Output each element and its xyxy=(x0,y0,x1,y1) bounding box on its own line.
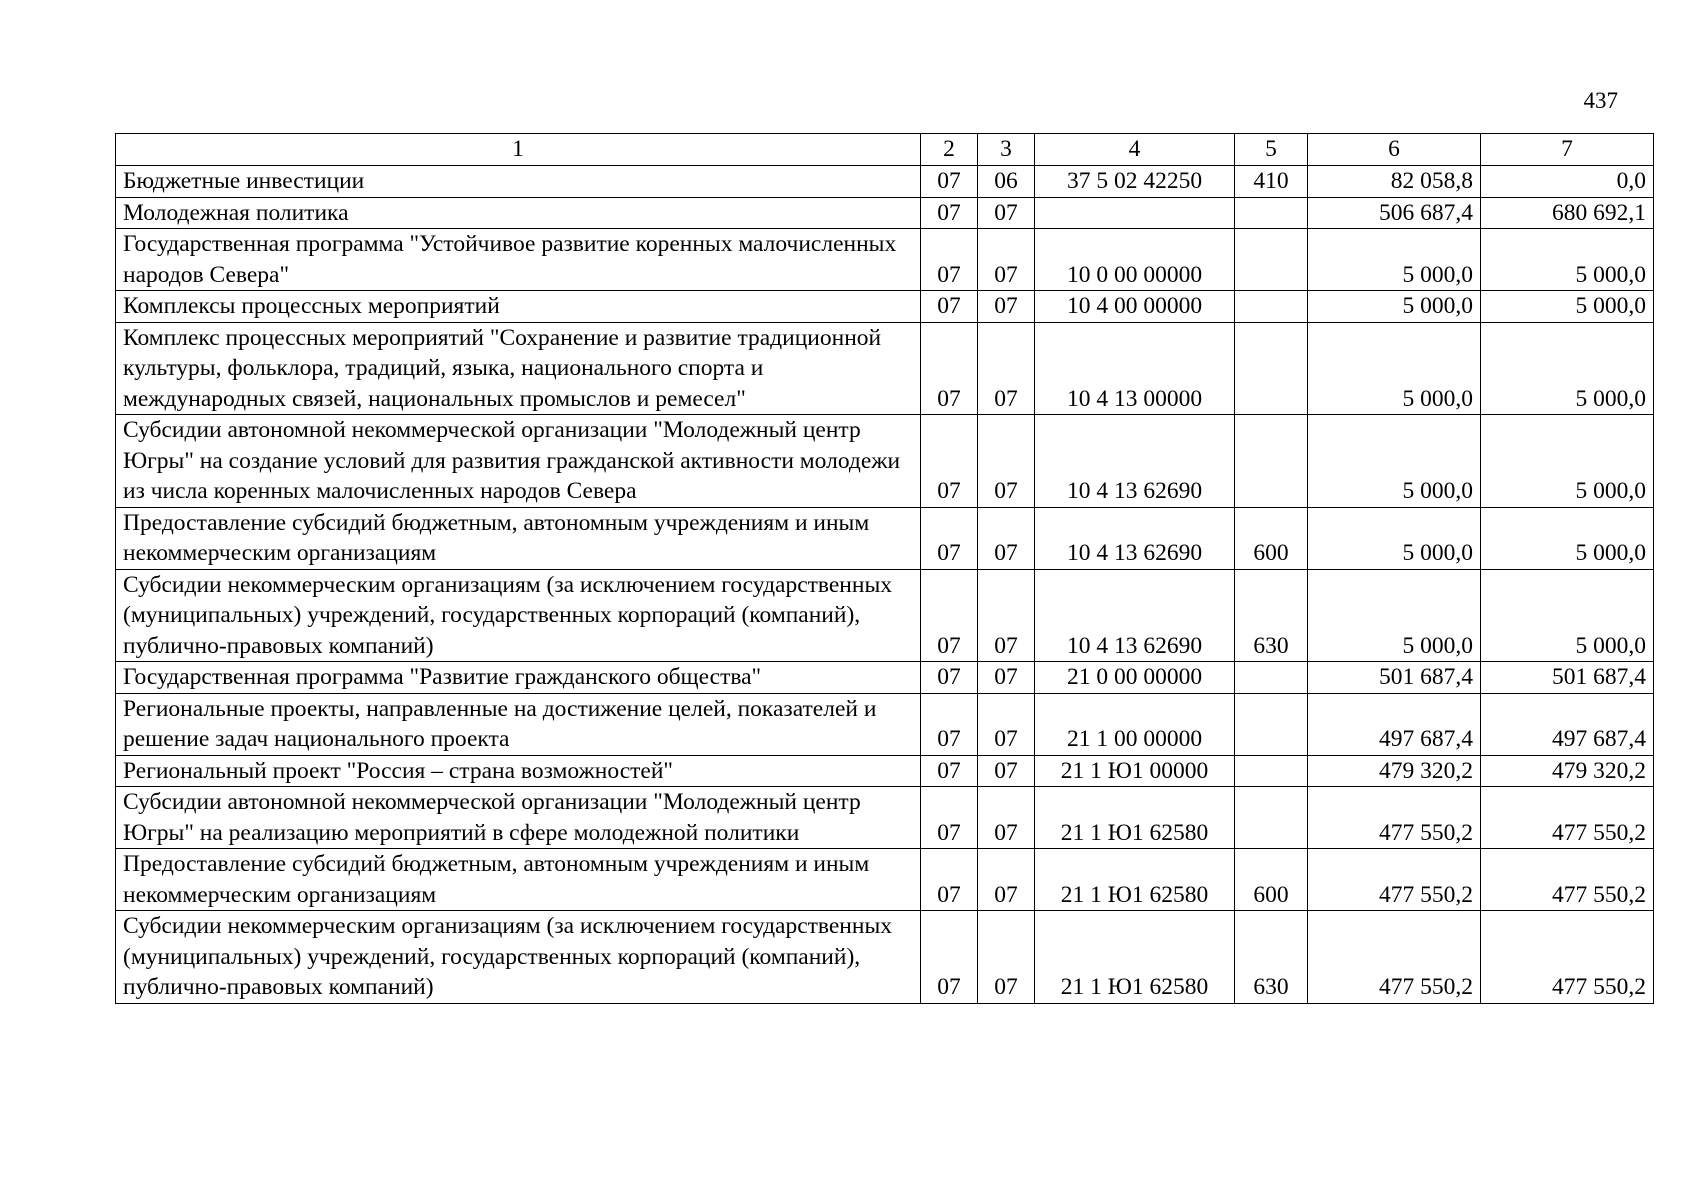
row-name-cell: Субсидии некоммерческим организациям (за исключением государственных (муниципальных) учреждений, государственных корпораций (компаний), публично-правовых компаний) xyxy=(116,911,921,1004)
amount-cell: 477 550,2 xyxy=(1481,849,1654,911)
expense-type-cell xyxy=(1235,322,1308,415)
table-row xyxy=(116,166,1654,198)
amount-cell: 477 550,2 xyxy=(1481,911,1654,1004)
subsection-code-cell: 07 xyxy=(978,322,1035,415)
row-name-cell: Государственная программа "Развитие гражданского общества" xyxy=(116,662,921,694)
table-row xyxy=(116,849,1654,911)
table-row xyxy=(116,507,1654,569)
table-row xyxy=(116,291,1654,323)
target-article-cell: 10 4 13 62690 xyxy=(1035,415,1235,508)
subsection-code-cell: 07 xyxy=(978,569,1035,662)
amount-cell: 5 000,0 xyxy=(1308,322,1481,415)
expense-type-cell xyxy=(1235,662,1308,694)
subsection-code-cell: 07 xyxy=(978,197,1035,229)
amount-cell: 497 687,4 xyxy=(1308,693,1481,755)
target-article-cell: 21 1 Ю1 62580 xyxy=(1035,849,1235,911)
section-code-cell: 07 xyxy=(921,569,978,662)
expense-type-cell xyxy=(1235,197,1308,229)
amount-cell: 497 687,4 xyxy=(1481,693,1654,755)
row-name-cell: Субсидии автономной некоммерческой организации "Молодежный центр Югры" на реализацию мероприятий в сфере молодежной политики xyxy=(116,787,921,849)
page-number: 437 xyxy=(1583,88,1618,113)
amount-cell: 501 687,4 xyxy=(1308,662,1481,694)
amount-cell: 5 000,0 xyxy=(1308,569,1481,662)
target-article-cell: 10 4 00 00000 xyxy=(1035,291,1235,323)
row-name-cell: Региональный проект "Россия – страна возможностей" xyxy=(116,755,921,787)
amount-cell: 5 000,0 xyxy=(1481,322,1654,415)
row-name-cell: Молодежная политика xyxy=(116,197,921,229)
target-article-cell: 21 0 00 00000 xyxy=(1035,662,1235,694)
amount-cell: 5 000,0 xyxy=(1308,229,1481,291)
target-article-cell: 21 1 Ю1 62580 xyxy=(1035,911,1235,1004)
row-name-cell: Предоставление субсидий бюджетным, автономным учреждениям и иным некоммерческим организациям xyxy=(116,507,921,569)
amount-cell: 477 550,2 xyxy=(1308,849,1481,911)
subsection-code-cell: 07 xyxy=(978,415,1035,508)
subsection-code-cell: 07 xyxy=(978,849,1035,911)
row-name-cell: Субсидии некоммерческим организациям (за исключением государственных (муниципальных) учреждений, государственных корпораций (компаний), публично-правовых компаний) xyxy=(116,569,921,662)
amount-cell: 0,0 xyxy=(1481,166,1654,198)
section-code-cell: 07 xyxy=(921,787,978,849)
subsection-code-cell: 07 xyxy=(978,229,1035,291)
subsection-code-cell: 07 xyxy=(978,662,1035,694)
section-code-cell: 07 xyxy=(921,197,978,229)
subsection-code-cell: 07 xyxy=(978,693,1035,755)
table-row xyxy=(116,229,1654,291)
expense-type-cell: 410 xyxy=(1235,166,1308,198)
row-name-cell: Предоставление субсидий бюджетным, автономным учреждениям и иным некоммерческим организациям xyxy=(116,849,921,911)
row-name-cell: Комплексы процессных мероприятий xyxy=(116,291,921,323)
table-header-row xyxy=(116,134,1654,166)
expense-type-cell: 630 xyxy=(1235,569,1308,662)
expense-type-cell xyxy=(1235,693,1308,755)
subsection-code-cell: 07 xyxy=(978,291,1035,323)
column-header: 5 xyxy=(1235,134,1308,166)
amount-cell: 5 000,0 xyxy=(1481,229,1654,291)
target-article-cell: 10 4 13 62690 xyxy=(1035,569,1235,662)
section-code-cell: 07 xyxy=(921,415,978,508)
table-row xyxy=(116,569,1654,662)
expense-type-cell xyxy=(1235,787,1308,849)
target-article-cell: 37 5 02 42250 xyxy=(1035,166,1235,198)
row-name-cell: Региональные проекты, направленные на достижение целей, показателей и решение задач национального проекта xyxy=(116,693,921,755)
target-article-cell: 21 1 Ю1 62580 xyxy=(1035,787,1235,849)
amount-cell: 5 000,0 xyxy=(1481,569,1654,662)
row-name-cell: Субсидии автономной некоммерческой организации "Молодежный центр Югры" на создание условий для развития гражданской активности молодежи из числа коренных малочисленных народов Севера xyxy=(116,415,921,508)
expense-type-cell xyxy=(1235,755,1308,787)
row-name-cell: Бюджетные инвестиции xyxy=(116,166,921,198)
table-row xyxy=(116,693,1654,755)
column-header: 1 xyxy=(116,134,921,166)
column-header: 4 xyxy=(1035,134,1235,166)
amount-cell: 477 550,2 xyxy=(1481,787,1654,849)
subsection-code-cell: 06 xyxy=(978,166,1035,198)
amount-cell: 680 692,1 xyxy=(1481,197,1654,229)
expense-type-cell: 630 xyxy=(1235,911,1308,1004)
amount-cell: 5 000,0 xyxy=(1308,415,1481,508)
amount-cell: 501 687,4 xyxy=(1481,662,1654,694)
column-header: 3 xyxy=(978,134,1035,166)
amount-cell: 479 320,2 xyxy=(1308,755,1481,787)
subsection-code-cell: 07 xyxy=(978,755,1035,787)
target-article-cell: 21 1 00 00000 xyxy=(1035,693,1235,755)
target-article-cell: 10 0 00 00000 xyxy=(1035,229,1235,291)
section-code-cell: 07 xyxy=(921,849,978,911)
section-code-cell: 07 xyxy=(921,229,978,291)
amount-cell: 477 550,2 xyxy=(1308,787,1481,849)
target-article-cell: 10 4 13 62690 xyxy=(1035,507,1235,569)
expense-type-cell xyxy=(1235,229,1308,291)
amount-cell: 5 000,0 xyxy=(1481,415,1654,508)
amount-cell: 5 000,0 xyxy=(1308,507,1481,569)
column-header: 6 xyxy=(1308,134,1481,166)
target-article-cell: 21 1 Ю1 00000 xyxy=(1035,755,1235,787)
target-article-cell xyxy=(1035,197,1235,229)
table-row xyxy=(116,197,1654,229)
amount-cell: 506 687,4 xyxy=(1308,197,1481,229)
amount-cell: 5 000,0 xyxy=(1481,507,1654,569)
row-name-cell: Комплекс процессных мероприятий "Сохранение и развитие традиционной культуры, фольклора, традиций, языка, национального спорта и международных связей, национальных промыслов и ремесел" xyxy=(116,322,921,415)
expense-type-cell: 600 xyxy=(1235,507,1308,569)
expense-type-cell: 600 xyxy=(1235,849,1308,911)
table-row xyxy=(116,787,1654,849)
amount-cell: 82 058,8 xyxy=(1308,166,1481,198)
table-row xyxy=(116,415,1654,508)
expense-type-cell xyxy=(1235,291,1308,323)
section-code-cell: 07 xyxy=(921,693,978,755)
expense-type-cell xyxy=(1235,415,1308,508)
table-row xyxy=(116,911,1654,1004)
subsection-code-cell: 07 xyxy=(978,787,1035,849)
amount-cell: 477 550,2 xyxy=(1308,911,1481,1004)
subsection-code-cell: 07 xyxy=(978,911,1035,1004)
row-name-cell: Государственная программа "Устойчивое развитие коренных малочисленных народов Севера" xyxy=(116,229,921,291)
section-code-cell: 07 xyxy=(921,755,978,787)
section-code-cell: 07 xyxy=(921,322,978,415)
budget-table xyxy=(115,133,1654,1004)
table-body xyxy=(116,166,1654,1004)
table-row xyxy=(116,322,1654,415)
section-code-cell: 07 xyxy=(921,507,978,569)
section-code-cell: 07 xyxy=(921,662,978,694)
amount-cell: 5 000,0 xyxy=(1308,291,1481,323)
subsection-code-cell: 07 xyxy=(978,507,1035,569)
target-article-cell: 10 4 13 00000 xyxy=(1035,322,1235,415)
amount-cell: 5 000,0 xyxy=(1481,291,1654,323)
section-code-cell: 07 xyxy=(921,166,978,198)
amount-cell: 479 320,2 xyxy=(1481,755,1654,787)
table-row xyxy=(116,662,1654,694)
column-header: 7 xyxy=(1481,134,1654,166)
section-code-cell: 07 xyxy=(921,911,978,1004)
table-row xyxy=(116,755,1654,787)
section-code-cell: 07 xyxy=(921,291,978,323)
column-header: 2 xyxy=(921,134,978,166)
